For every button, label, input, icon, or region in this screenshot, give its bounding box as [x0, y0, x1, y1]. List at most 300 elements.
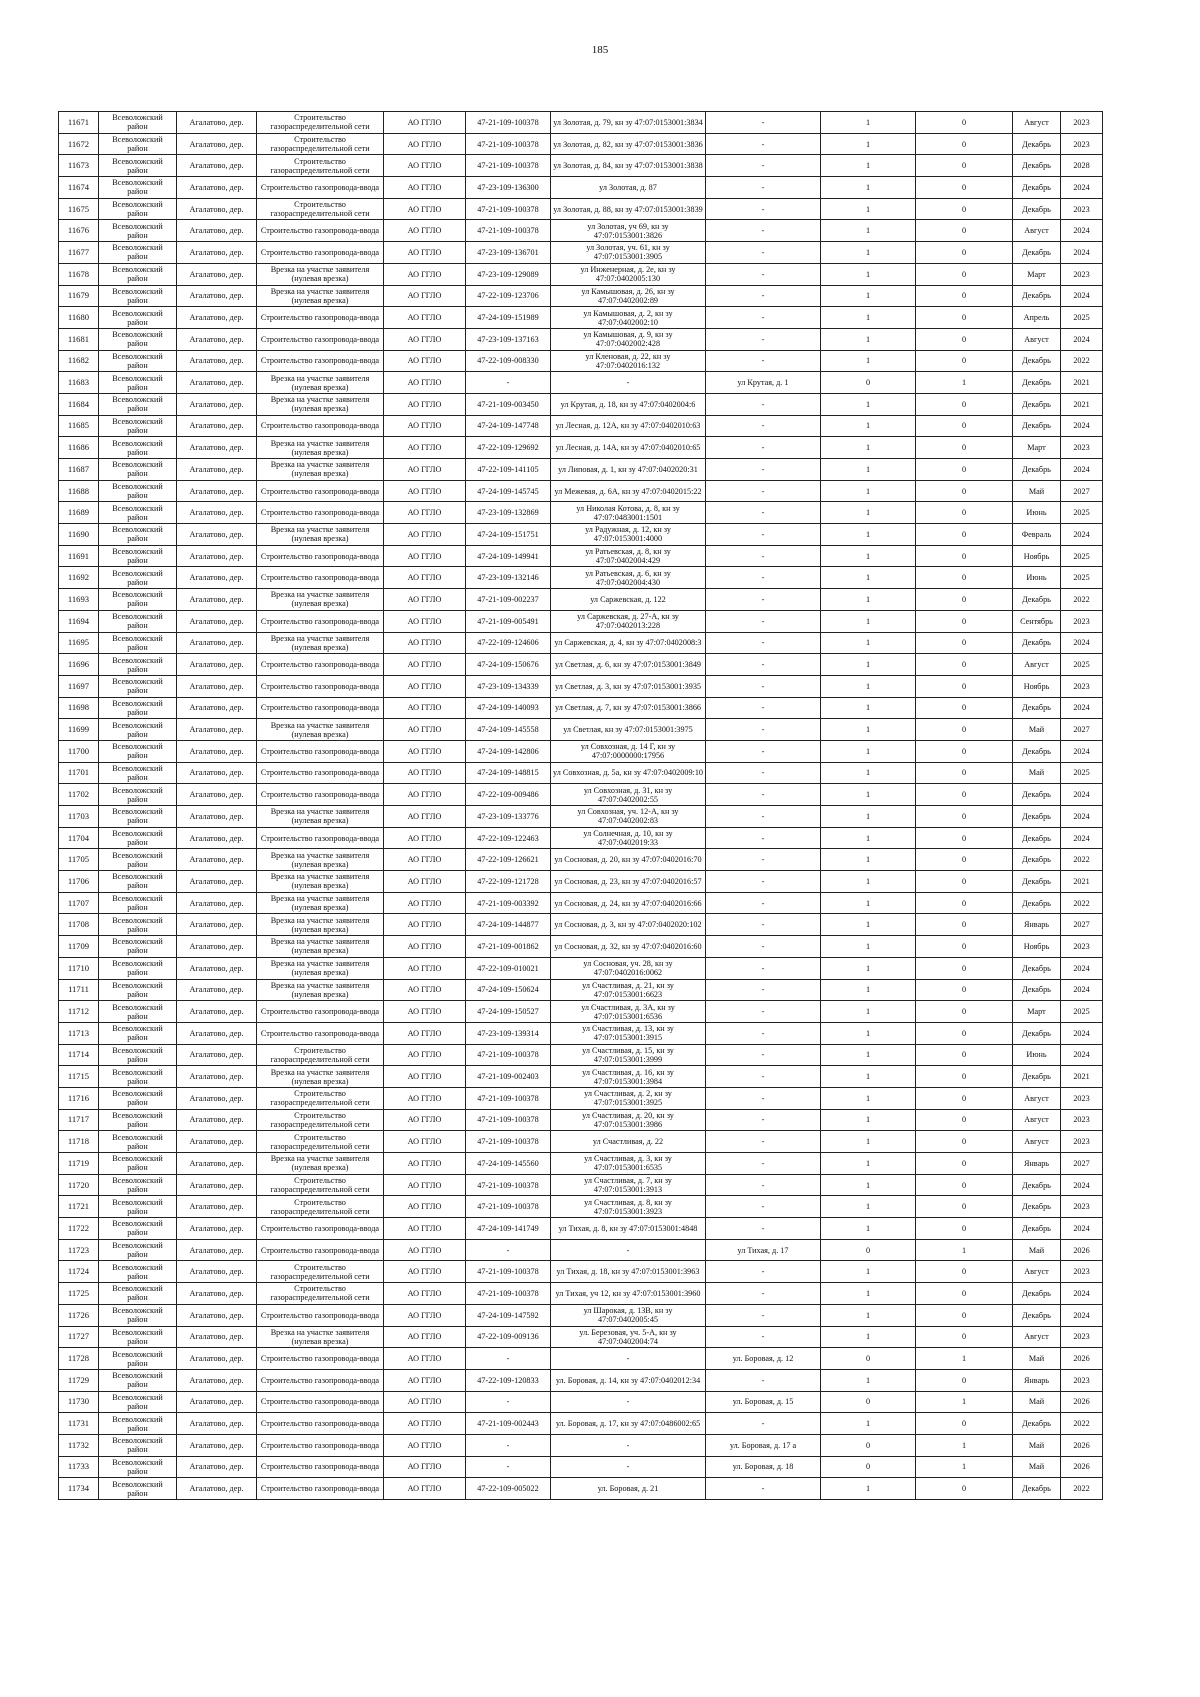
cell-count-b: 0: [916, 784, 1013, 806]
cell-work-type: Строительство газопровода-ввода: [257, 1456, 384, 1478]
cell-address-alt: -: [706, 827, 821, 849]
cell-count-a: 1: [821, 827, 916, 849]
cell-month: Декабрь: [1013, 697, 1061, 719]
cell-settlement: Агалатово, дер.: [177, 112, 257, 134]
cell-count-a: 1: [821, 806, 916, 828]
cell-year: 2024: [1061, 806, 1103, 828]
cell-contract-number: 47-24-109-141749: [466, 1218, 551, 1240]
cell-month: Декабрь: [1013, 177, 1061, 199]
cell-organization: АО ГГЛО: [384, 654, 466, 676]
cell-contract-number: 47-23-109-136701: [466, 242, 551, 264]
cell-row-number: 11672: [59, 133, 99, 155]
cell-organization: АО ГГЛО: [384, 502, 466, 524]
cell-count-b: 0: [916, 437, 1013, 459]
page-number: 185: [591, 44, 609, 56]
cell-row-number: 11686: [59, 437, 99, 459]
cell-count-a: 1: [821, 328, 916, 350]
cell-row-number: 11695: [59, 632, 99, 654]
cell-count-b: 0: [916, 892, 1013, 914]
cell-district: Всеволожский район: [99, 979, 177, 1001]
cell-work-type: Строительство газопровода-ввода: [257, 177, 384, 199]
cell-work-type: Строительство газопровода-ввода: [257, 762, 384, 784]
cell-work-type: Строительство газопровода-ввода: [257, 220, 384, 242]
cell-month: Декабрь: [1013, 350, 1061, 372]
cell-count-b: 0: [916, 112, 1013, 134]
cell-address-alt: -: [706, 871, 821, 893]
cell-settlement: Агалатово, дер.: [177, 1434, 257, 1456]
table-row: [59, 1174, 1103, 1196]
cell-address-alt: -: [706, 220, 821, 242]
cell-month: Август: [1013, 1109, 1061, 1131]
cell-row-number: 11721: [59, 1196, 99, 1218]
cell-work-type: Строительство газопровода-ввода: [257, 675, 384, 697]
cell-district: Всеволожский район: [99, 784, 177, 806]
cell-address-cadastral: ул Саржевская, д. 27-А, кн зу 47:07:0402013:228: [551, 610, 706, 632]
cell-settlement: Агалатово, дер.: [177, 220, 257, 242]
cell-count-a: 0: [821, 1456, 916, 1478]
cell-address-cadastral: ул Сосновая, д. 20, кн зу 47:07:0402016:70: [551, 849, 706, 871]
cell-count-a: 1: [821, 589, 916, 611]
cell-count-a: 1: [821, 654, 916, 676]
cell-organization: АО ГГЛО: [384, 198, 466, 220]
cell-contract-number: -: [466, 1456, 551, 1478]
cell-month: Декабрь: [1013, 1218, 1061, 1240]
cell-address-alt: -: [706, 762, 821, 784]
cell-address-cadastral: ул Светлая, д. 7, кн зу 47:07:0153001:3866: [551, 697, 706, 719]
cell-month: Декабрь: [1013, 871, 1061, 893]
cell-row-number: 11698: [59, 697, 99, 719]
cell-row-number: 11675: [59, 198, 99, 220]
cell-month: Декабрь: [1013, 979, 1061, 1001]
cell-count-b: 0: [916, 328, 1013, 350]
cell-count-a: 1: [821, 567, 916, 589]
cell-month: Август: [1013, 112, 1061, 134]
cell-month: Декабрь: [1013, 957, 1061, 979]
cell-settlement: Агалатово, дер.: [177, 133, 257, 155]
cell-district: Всеволожский район: [99, 480, 177, 502]
cell-settlement: Агалатово, дер.: [177, 1478, 257, 1500]
cell-year: 2025: [1061, 654, 1103, 676]
cell-year: 2026: [1061, 1348, 1103, 1370]
cell-settlement: Агалатово, дер.: [177, 1001, 257, 1023]
cell-row-number: 11671: [59, 112, 99, 134]
cell-year: 2025: [1061, 307, 1103, 329]
table-row: [59, 1131, 1103, 1153]
cell-settlement: Агалатово, дер.: [177, 1131, 257, 1153]
table-row: [59, 459, 1103, 481]
cell-settlement: Агалатово, дер.: [177, 719, 257, 741]
cell-district: Всеволожский район: [99, 198, 177, 220]
cell-month: Август: [1013, 654, 1061, 676]
cell-month: Декабрь: [1013, 1196, 1061, 1218]
cell-row-number: 11710: [59, 957, 99, 979]
cell-count-b: 0: [916, 263, 1013, 285]
cell-count-a: 1: [821, 112, 916, 134]
cell-count-a: 1: [821, 719, 916, 741]
cell-organization: АО ГГЛО: [384, 285, 466, 307]
cell-address-cadastral: ул Счастливая, д. 22: [551, 1131, 706, 1153]
table-row: [59, 198, 1103, 220]
cell-year: 2024: [1061, 1283, 1103, 1305]
cell-organization: АО ГГЛО: [384, 437, 466, 459]
table-row: [59, 545, 1103, 567]
cell-month: Декабрь: [1013, 1304, 1061, 1326]
cell-address-alt: -: [706, 1044, 821, 1066]
cell-organization: АО ГГЛО: [384, 1283, 466, 1305]
cell-organization: АО ГГЛО: [384, 524, 466, 546]
cell-address-alt: -: [706, 155, 821, 177]
cell-address-alt: -: [706, 1304, 821, 1326]
cell-address-alt: -: [706, 198, 821, 220]
cell-year: 2025: [1061, 502, 1103, 524]
cell-address-alt: -: [706, 957, 821, 979]
cell-organization: АО ГГЛО: [384, 1326, 466, 1348]
cell-address-alt: -: [706, 654, 821, 676]
cell-count-b: 0: [916, 1478, 1013, 1500]
cell-organization: АО ГГЛО: [384, 393, 466, 415]
cell-year: 2023: [1061, 610, 1103, 632]
cell-district: Всеволожский район: [99, 1131, 177, 1153]
cell-row-number: 11674: [59, 177, 99, 199]
cell-settlement: Агалатово, дер.: [177, 1196, 257, 1218]
cell-month: Март: [1013, 263, 1061, 285]
cell-address-cadastral: ул Лесная, д. 12А, кн зу 47:07:0402010:63: [551, 415, 706, 437]
cell-address-cadastral: ул. Березовая, уч. 5-А, кн зу 47:07:0402004:74: [551, 1326, 706, 1348]
cell-organization: АО ГГЛО: [384, 545, 466, 567]
cell-year: 2022: [1061, 892, 1103, 914]
cell-count-b: 0: [916, 1001, 1013, 1023]
cell-year: 2028: [1061, 155, 1103, 177]
cell-address-cadastral: ул Светлая, д. 6, кн зу 47:07:0153001:3849: [551, 654, 706, 676]
table-row: [59, 849, 1103, 871]
cell-settlement: Агалатово, дер.: [177, 1218, 257, 1240]
cell-year: 2022: [1061, 849, 1103, 871]
cell-row-number: 11704: [59, 827, 99, 849]
cell-month: Март: [1013, 437, 1061, 459]
table-row: [59, 914, 1103, 936]
cell-district: Всеволожский район: [99, 1066, 177, 1088]
cell-year: 2024: [1061, 784, 1103, 806]
cell-organization: АО ГГЛО: [384, 1044, 466, 1066]
cell-settlement: Агалатово, дер.: [177, 1304, 257, 1326]
cell-address-cadastral: -: [551, 1391, 706, 1413]
cell-organization: АО ГГЛО: [384, 155, 466, 177]
cell-work-type: Строительство газораспределительной сети: [257, 112, 384, 134]
cell-settlement: Агалатово, дер.: [177, 914, 257, 936]
cell-organization: АО ГГЛО: [384, 220, 466, 242]
cell-year: 2023: [1061, 437, 1103, 459]
cell-district: Всеволожский район: [99, 719, 177, 741]
cell-address-cadastral: ул Саржевская, д. 122: [551, 589, 706, 611]
cell-row-number: 11726: [59, 1304, 99, 1326]
cell-settlement: Агалатово, дер.: [177, 1369, 257, 1391]
cell-row-number: 11731: [59, 1413, 99, 1435]
cell-address-cadastral: ул Ратьевская, д. 8, кн зу 47:07:0402004:429: [551, 545, 706, 567]
cell-address-alt: ул. Боровая, д. 18: [706, 1456, 821, 1478]
cell-year: 2024: [1061, 632, 1103, 654]
cell-address-cadastral: ул Камышовая, д. 9, кн зу 47:07:0402002:428: [551, 328, 706, 350]
cell-address-cadastral: ул Камышовая, д. 2, кн зу 47:07:0402002:10: [551, 307, 706, 329]
cell-count-b: 0: [916, 1044, 1013, 1066]
cell-year: 2024: [1061, 1218, 1103, 1240]
cell-count-a: 0: [821, 1348, 916, 1370]
cell-contract-number: 47-24-109-147748: [466, 415, 551, 437]
cell-settlement: Агалатово, дер.: [177, 177, 257, 199]
cell-count-a: 1: [821, 632, 916, 654]
cell-count-a: 1: [821, 459, 916, 481]
cell-work-type: Строительство газопровода-ввода: [257, 1369, 384, 1391]
cell-organization: АО ГГЛО: [384, 177, 466, 199]
cell-year: 2022: [1061, 589, 1103, 611]
cell-settlement: Агалатово, дер.: [177, 242, 257, 264]
cell-count-b: 0: [916, 936, 1013, 958]
cell-address-cadastral: ул Липовая, д. 1, кн зу 47:07:0402020:31: [551, 459, 706, 481]
cell-year: 2027: [1061, 914, 1103, 936]
cell-work-type: Строительство газопровода-ввода: [257, 654, 384, 676]
cell-count-b: 0: [916, 806, 1013, 828]
gas-connection-table-wrap: [58, 111, 1102, 1500]
cell-organization: АО ГГЛО: [384, 871, 466, 893]
cell-address-cadastral: -: [551, 1456, 706, 1478]
cell-address-alt: -: [706, 307, 821, 329]
cell-settlement: Агалатово, дер.: [177, 1109, 257, 1131]
cell-work-type: Врезка на участке заявителя (нулевая врезка): [257, 914, 384, 936]
cell-address-cadastral: ул Совхозная, уч. 12-А, кн зу 47:07:0402002:83: [551, 806, 706, 828]
cell-organization: АО ГГЛО: [384, 892, 466, 914]
table-row: [59, 762, 1103, 784]
cell-settlement: Агалатово, дер.: [177, 697, 257, 719]
cell-settlement: Агалатово, дер.: [177, 806, 257, 828]
cell-organization: АО ГГЛО: [384, 242, 466, 264]
cell-address-cadastral: ул Счастливая, д. 2, кн зу 47:07:0153001:3925: [551, 1087, 706, 1109]
cell-work-type: Строительство газопровода-ввода: [257, 1348, 384, 1370]
cell-month: Декабрь: [1013, 459, 1061, 481]
cell-year: 2023: [1061, 198, 1103, 220]
cell-work-type: Строительство газораспределительной сети: [257, 1283, 384, 1305]
cell-district: Всеволожский район: [99, 415, 177, 437]
cell-organization: АО ГГЛО: [384, 263, 466, 285]
cell-work-type: Строительство газопровода-ввода: [257, 1022, 384, 1044]
cell-address-alt: -: [706, 740, 821, 762]
cell-year: 2024: [1061, 328, 1103, 350]
cell-count-b: 0: [916, 155, 1013, 177]
cell-contract-number: 47-21-109-100378: [466, 1109, 551, 1131]
cell-contract-number: 47-21-109-001862: [466, 936, 551, 958]
cell-organization: АО ГГЛО: [384, 719, 466, 741]
cell-year: 2024: [1061, 459, 1103, 481]
table-row: [59, 1196, 1103, 1218]
table-row: [59, 1087, 1103, 1109]
cell-count-b: 0: [916, 415, 1013, 437]
cell-row-number: 11706: [59, 871, 99, 893]
cell-address-cadastral: ул Сосновая, д. 24, кн зу 47:07:0402016:66: [551, 892, 706, 914]
cell-month: Февраль: [1013, 524, 1061, 546]
cell-year: 2021: [1061, 372, 1103, 394]
cell-district: Всеволожский район: [99, 1304, 177, 1326]
cell-count-a: 1: [821, 1022, 916, 1044]
cell-row-number: 11689: [59, 502, 99, 524]
cell-year: 2025: [1061, 545, 1103, 567]
cell-count-b: 0: [916, 1109, 1013, 1131]
cell-contract-number: 47-22-109-122463: [466, 827, 551, 849]
table-row: [59, 654, 1103, 676]
cell-district: Всеволожский район: [99, 654, 177, 676]
cell-address-alt: ул Тихая, д. 17: [706, 1239, 821, 1261]
cell-count-b: 0: [916, 350, 1013, 372]
cell-work-type: Строительство газопровода-ввода: [257, 1478, 384, 1500]
cell-count-b: 0: [916, 459, 1013, 481]
cell-address-cadastral: ул Совхозная, д. 5а, кн зу 47:07:0402009:10: [551, 762, 706, 784]
cell-month: Декабрь: [1013, 806, 1061, 828]
cell-row-number: 11715: [59, 1066, 99, 1088]
cell-count-b: 0: [916, 1196, 1013, 1218]
cell-address-alt: -: [706, 979, 821, 1001]
table-row: [59, 1434, 1103, 1456]
cell-district: Всеволожский район: [99, 827, 177, 849]
cell-count-b: 0: [916, 1261, 1013, 1283]
cell-organization: АО ГГЛО: [384, 1066, 466, 1088]
cell-address-alt: -: [706, 133, 821, 155]
cell-contract-number: 47-22-109-129692: [466, 437, 551, 459]
cell-contract-number: 47-22-109-120833: [466, 1369, 551, 1391]
cell-count-a: 1: [821, 914, 916, 936]
cell-count-a: 1: [821, 1304, 916, 1326]
cell-count-b: 0: [916, 1066, 1013, 1088]
cell-count-a: 1: [821, 480, 916, 502]
cell-address-alt: -: [706, 610, 821, 632]
cell-count-a: 1: [821, 1044, 916, 1066]
cell-settlement: Агалатово, дер.: [177, 1456, 257, 1478]
cell-organization: АО ГГЛО: [384, 1131, 466, 1153]
cell-organization: АО ГГЛО: [384, 328, 466, 350]
cell-work-type: Врезка на участке заявителя (нулевая врезка): [257, 1066, 384, 1088]
cell-address-cadastral: ул Золотая, д. 84, кн зу 47:07:0153001:3838: [551, 155, 706, 177]
cell-address-alt: -: [706, 1001, 821, 1023]
cell-month: Декабрь: [1013, 1022, 1061, 1044]
table-row: [59, 1109, 1103, 1131]
cell-count-b: 0: [916, 1369, 1013, 1391]
table-row: [59, 979, 1103, 1001]
table-row: [59, 1066, 1103, 1088]
cell-year: 2026: [1061, 1434, 1103, 1456]
cell-address-cadastral: ул Золотая, уч. 61, кн зу 47:07:0153001:3905: [551, 242, 706, 264]
table-row: [59, 1239, 1103, 1261]
cell-count-b: 0: [916, 393, 1013, 415]
cell-settlement: Агалатово, дер.: [177, 1153, 257, 1175]
cell-count-b: 0: [916, 198, 1013, 220]
cell-settlement: Агалатово, дер.: [177, 524, 257, 546]
table-row: [59, 1413, 1103, 1435]
cell-count-a: 1: [821, 762, 916, 784]
cell-address-cadastral: -: [551, 372, 706, 394]
cell-row-number: 11705: [59, 849, 99, 871]
cell-district: Всеволожский район: [99, 1478, 177, 1500]
cell-work-type: Строительство газораспределительной сети: [257, 1087, 384, 1109]
cell-count-a: 1: [821, 415, 916, 437]
cell-address-alt: -: [706, 1478, 821, 1500]
cell-work-type: Врезка на участке заявителя (нулевая врезка): [257, 263, 384, 285]
cell-contract-number: 47-24-109-151989: [466, 307, 551, 329]
cell-contract-number: 47-21-109-100378: [466, 220, 551, 242]
table-row: [59, 1326, 1103, 1348]
cell-month: Август: [1013, 1326, 1061, 1348]
cell-contract-number: 47-24-109-150624: [466, 979, 551, 1001]
cell-month: Июнь: [1013, 1044, 1061, 1066]
cell-address-cadastral: ул Кленовая, д. 22, кн зу 47:07:0402016:132: [551, 350, 706, 372]
cell-work-type: Строительство газопровода-ввода: [257, 502, 384, 524]
cell-address-alt: -: [706, 1218, 821, 1240]
cell-year: 2023: [1061, 1261, 1103, 1283]
cell-month: Ноябрь: [1013, 675, 1061, 697]
cell-district: Всеволожский район: [99, 1239, 177, 1261]
cell-year: 2022: [1061, 1478, 1103, 1500]
cell-row-number: 11693: [59, 589, 99, 611]
cell-address-alt: -: [706, 480, 821, 502]
cell-row-number: 11703: [59, 806, 99, 828]
cell-work-type: Строительство газопровода-ввода: [257, 1434, 384, 1456]
cell-count-b: 0: [916, 524, 1013, 546]
cell-address-alt: -: [706, 437, 821, 459]
cell-address-alt: -: [706, 1153, 821, 1175]
cell-year: 2024: [1061, 979, 1103, 1001]
cell-settlement: Агалатово, дер.: [177, 1283, 257, 1305]
cell-count-b: 0: [916, 1131, 1013, 1153]
cell-month: Июнь: [1013, 567, 1061, 589]
cell-row-number: 11727: [59, 1326, 99, 1348]
cell-contract-number: 47-24-109-150527: [466, 1001, 551, 1023]
cell-row-number: 11732: [59, 1434, 99, 1456]
cell-month: Август: [1013, 328, 1061, 350]
cell-work-type: Строительство газораспределительной сети: [257, 1131, 384, 1153]
cell-count-a: 1: [821, 957, 916, 979]
cell-count-a: 1: [821, 545, 916, 567]
cell-count-a: 1: [821, 263, 916, 285]
cell-contract-number: 47-22-109-005022: [466, 1478, 551, 1500]
cell-work-type: Врезка на участке заявителя (нулевая врезка): [257, 957, 384, 979]
cell-settlement: Агалатово, дер.: [177, 740, 257, 762]
cell-count-b: 0: [916, 285, 1013, 307]
cell-settlement: Агалатово, дер.: [177, 502, 257, 524]
cell-district: Всеволожский район: [99, 1391, 177, 1413]
cell-year: 2027: [1061, 719, 1103, 741]
table-row: [59, 1001, 1103, 1023]
cell-district: Всеволожский район: [99, 393, 177, 415]
table-row: [59, 1369, 1103, 1391]
cell-district: Всеволожский район: [99, 328, 177, 350]
cell-address-cadastral: ул Светлая, кн зу 47:07:0153001:3975: [551, 719, 706, 741]
cell-district: Всеволожский район: [99, 1456, 177, 1478]
table-row: [59, 806, 1103, 828]
cell-district: Всеволожский район: [99, 1044, 177, 1066]
cell-count-a: 1: [821, 1413, 916, 1435]
cell-year: 2025: [1061, 762, 1103, 784]
cell-month: Декабрь: [1013, 784, 1061, 806]
cell-address-cadastral: ул Счастливая, д. 20, кн зу 47:07:0153001:3986: [551, 1109, 706, 1131]
cell-month: Декабрь: [1013, 1413, 1061, 1435]
cell-address-alt: -: [706, 632, 821, 654]
cell-district: Всеволожский район: [99, 350, 177, 372]
cell-month: Декабрь: [1013, 1066, 1061, 1088]
cell-work-type: Врезка на участке заявителя (нулевая врезка): [257, 1326, 384, 1348]
cell-row-number: 11711: [59, 979, 99, 1001]
cell-count-a: 1: [821, 524, 916, 546]
cell-organization: АО ГГЛО: [384, 1174, 466, 1196]
cell-count-b: 0: [916, 480, 1013, 502]
cell-work-type: Строительство газораспределительной сети: [257, 155, 384, 177]
cell-district: Всеволожский район: [99, 242, 177, 264]
cell-address-cadastral: ул Совхозная, д. 14 Г, кн зу 47:07:0000000:17956: [551, 740, 706, 762]
cell-address-alt: -: [706, 1413, 821, 1435]
